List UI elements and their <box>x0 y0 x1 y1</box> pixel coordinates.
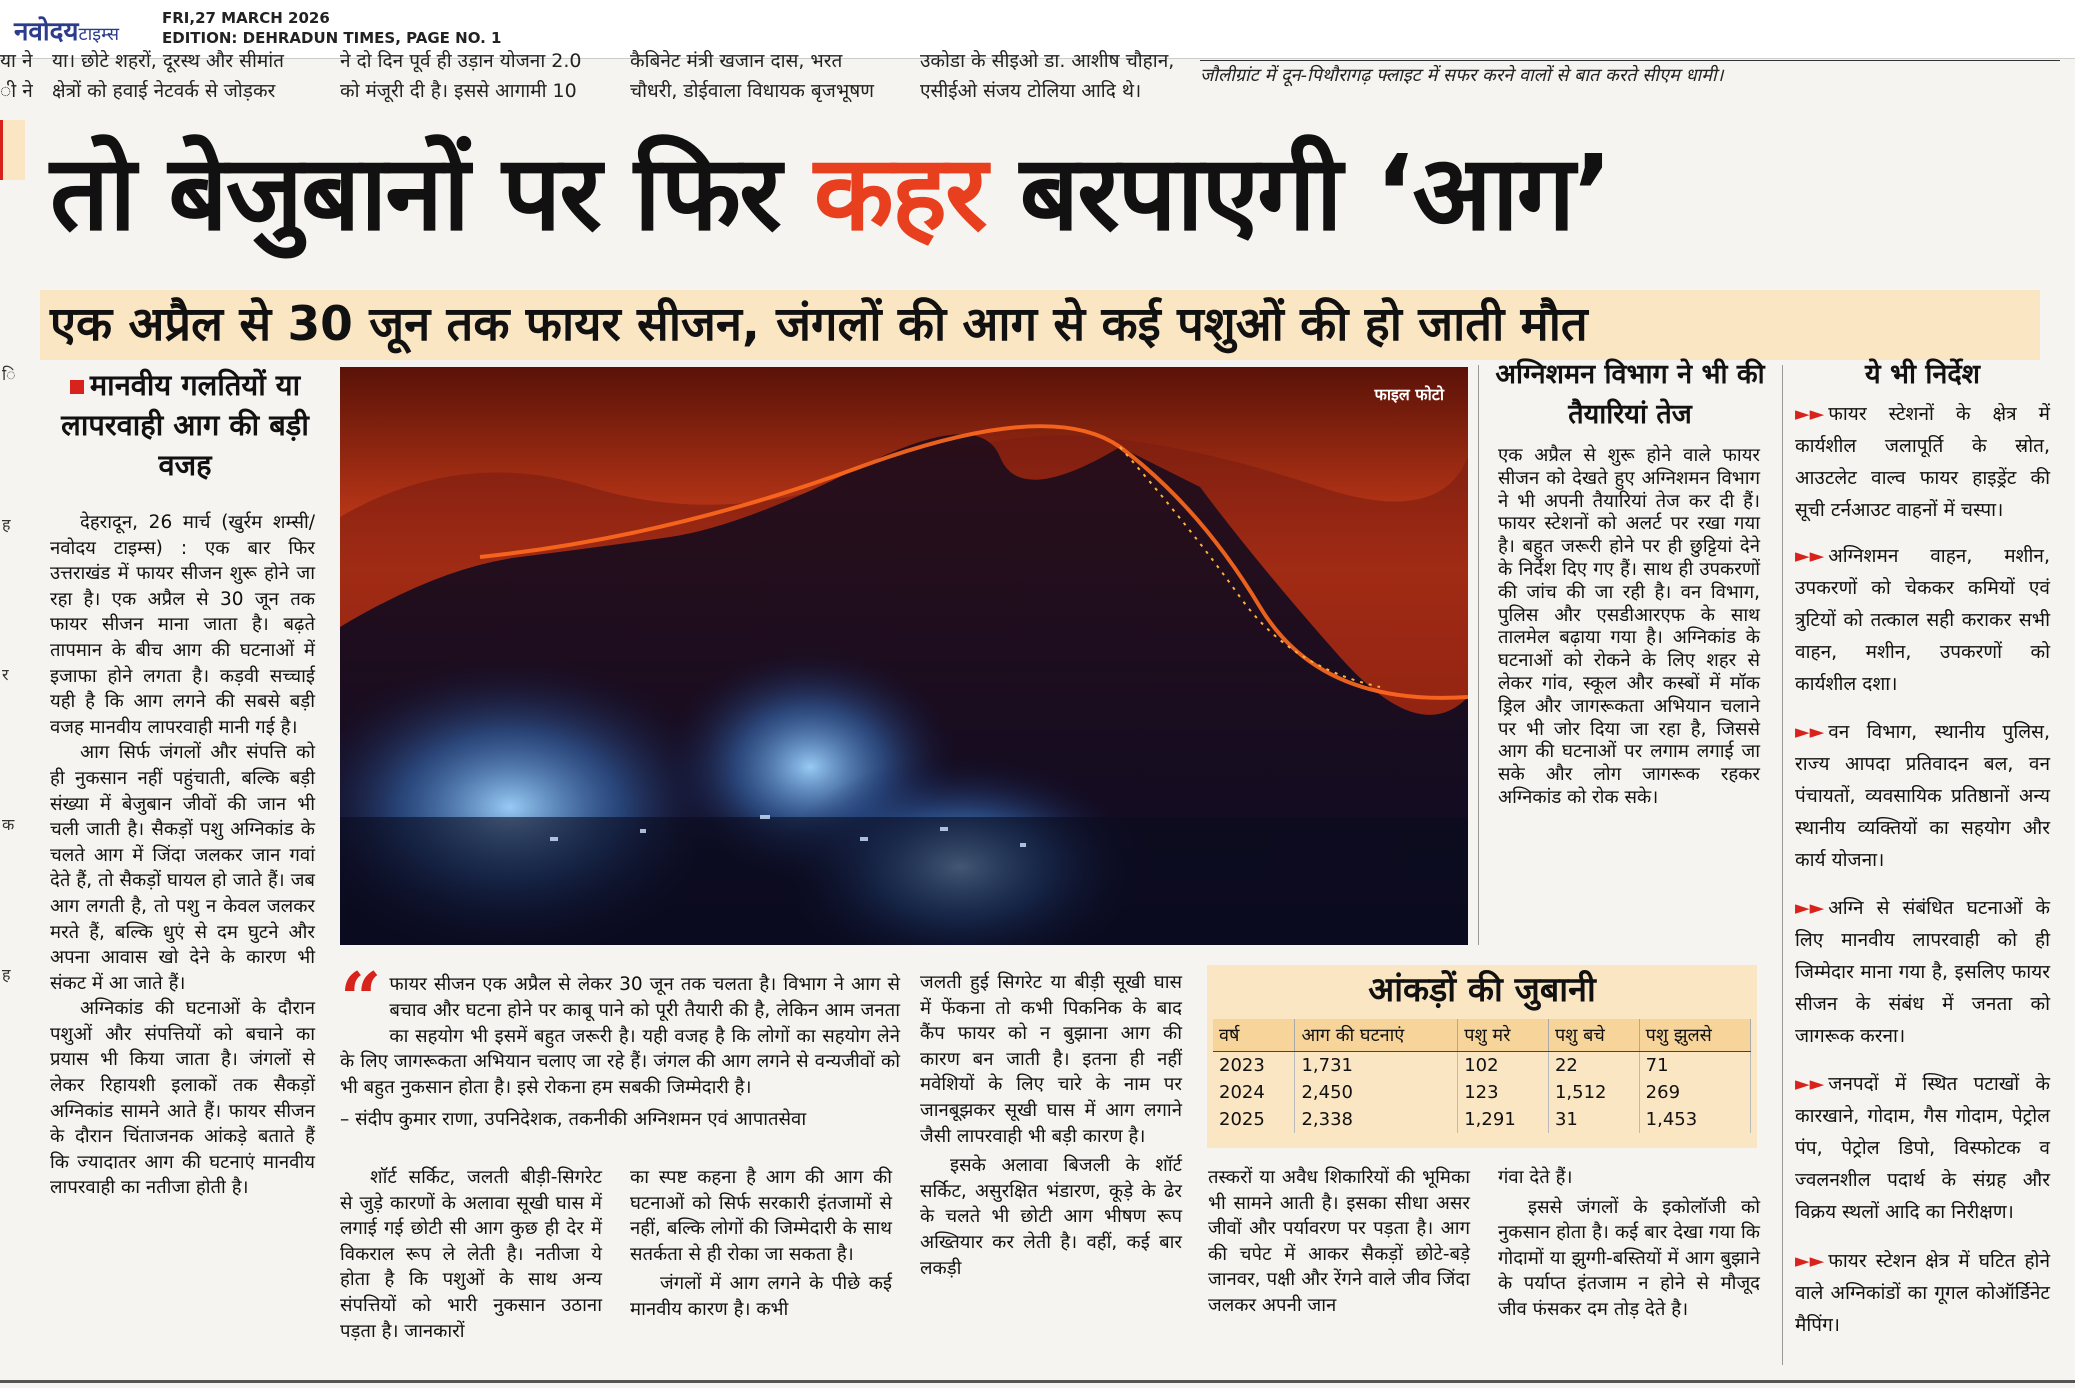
headline-red-word: कहर <box>813 132 986 254</box>
left-column-body <box>50 510 315 1201</box>
directive-item-2: ►► अग्निशमन वाहन, मशीन, उपकरणों को चेककर कमियों एवं त्रुटियों को तत्काल सही कराकर सभी वाहन, मशीन, उपकरणों को कार्यशील दशा। <box>1795 545 2050 695</box>
left-para-2: आग सिर्फ जंगलों और संपत्ति को ही नुकसान नहीं पहुंचाती, बल्कि बड़ी संख्या में बेजुबान जीवों की जान भी चली जाती है। सैकड़ों पशु अग्निकांड के चलते आग में जिंदा जलकर जान गवां देते हैं, तो सैकड़ों घायल हो जाते हैं। जब आग लगती है, तो पशु न केवल जलकर मरते हैं, बल्कि धुएं से दम घुटने और अपना आवास खो देने के कारण भी संकट में आ जाते हैं। <box>50 742 315 994</box>
mid-col-3: जलती हुई सिगरेट या बीड़ी सूखी घास में फेंकना तो कभी पिकनिक के बाद कैंप फायर को न बुझाना आग की कारण बन जाती है। इतना ही नहीं मवेशियों के लिए चारे के नाम पर जानबूझकर सूखी घास में आग लगाने जैसी लापरवाही भी बड़ी कारण है। इसके अलावा बिजली के शॉर्ट सर्किट, असुरक्षित भंडारण, कूड़े के ढेर के चलते भी छोटी आग भीषण रूप अख्तियार कर लेती है। वहीं, कई बार लकड़ी <box>920 972 1182 1279</box>
left-para-1: देहरादून, 26 मार्च (खुर्रम शम्सी/नवोदय टाइम्स) : एक बार फिर उत्तराखंड में फायर सीजन शुरू होने जा रहा है। एक अप्रैल से 30 जून तक फायर सीजन माना जाता है। बढ़ते तापमान के बीच आग की घटनाओं में इजाफा होने लगता है। कड़वी सच्चाई यही है कि आग लगने की सबसे बड़ी वजह मानवीय लापरवाही मानी गई है। <box>50 512 315 738</box>
table-row: 2023 1,731 102 22 71 <box>1213 1052 1751 1080</box>
mid-col-2: का स्पष्ट कहना है आग की आग की घटनाओं को सिर्फ सरकारी इंतजामों से नहीं, बल्कि लोगों की जिम्मेदारी के साथ सतर्कता से ही रोका जा सकता है। जंगलों में आग लगने के पीछे कई मानवीय कारण है। कभी <box>630 1167 892 1320</box>
column-header: पशु बचे <box>1548 1019 1639 1052</box>
double-arrow-icon: ►► <box>1795 1250 1825 1272</box>
page-bottom-rule <box>0 1380 2075 1383</box>
column-divider <box>1782 365 1783 1365</box>
edition-info <box>162 8 502 48</box>
forest-fire-image <box>340 367 1468 945</box>
left-edge-fragments: ि ह र क ह <box>2 365 16 984</box>
statistics-box <box>1207 965 1757 1148</box>
table-row: 2024 2,450 123 1,512 269 <box>1213 1079 1751 1106</box>
table-row: 2025 2,338 1,291 31 1,453 <box>1213 1106 1751 1133</box>
edition-name: EDITION: DEHRADUN TIMES, PAGE NO. 1 <box>162 29 502 47</box>
column-header: आग की घटनाएं <box>1295 1019 1458 1052</box>
strip-col-3: कैबिनेट मंत्री खजान दास, भरत चौधरी, डोईवाला विधायक बृजभूषण <box>630 50 874 102</box>
directives-heading: ये भी निर्देश <box>1864 359 1981 390</box>
main-headline: तो बेजुबानों पर फिर कहर बरपाएगी ‘आग’ <box>50 132 1611 254</box>
mid-col-4: तस्करों या अवैध शिकारियों की भूमिका भी सामने आती है। इसका सीधा असर जीवों और पर्यावरण पर पड़ता है। आग की चपेट में आकर सैकड़ों छोटे-बड़े जानवर, पक्षी और रेंगने वाले जीव जिंदा जलकर अपनी जान <box>1208 1167 1470 1316</box>
directive-item-6: ►► फायर स्टेशन क्षेत्र में घटित होने वाले अग्निकांडों का गूगल कोऑर्डिनेट मैपिंग। <box>1795 1250 2050 1336</box>
left-edge-tab <box>0 120 25 180</box>
double-arrow-icon: ►► <box>1795 721 1825 743</box>
left-column-heading: मानवीय गलतियों या लापरवाही आग की बड़ी वजह <box>61 368 309 482</box>
strip-col-1: या। छोटे शहरों, दूरस्थ और सीमांत क्षेत्रों को हवाई नेटवर्क से जोड़कर <box>52 50 284 102</box>
table-header-row <box>1213 1019 1751 1052</box>
directive-item-3: ►► वन विभाग, स्थानीय पुलिस, राज्य आपदा प्रतिवादन बल, वन पंचायतों, व्यवसायिक प्रतिष्ठानों अन्य स्थानीय व्यक्तियों का सहयोग और कार्य योजना। <box>1795 721 2050 871</box>
directive-item-4: ►► अग्नि से संबंधित घटनाओं के लिए मानवीय लापरवाही को ही जिम्मेदार माना गया है, इसलिए फायर सीजन के संबंध में जनता को जागरूक करना। <box>1795 897 2050 1047</box>
statistics-table <box>1213 1019 1751 1133</box>
newspaper-logo: नवोदयटाइम्स <box>14 17 120 47</box>
edition-date: FRI,27 MARCH 2026 <box>162 9 330 27</box>
strip-col-2: ने दो दिन पूर्व ही उड़ान योजना 2.0 को मंजूरी दी है। इससे आगामी 10 <box>340 50 582 102</box>
top-photo-caption: जौलीग्रांट में दून-पिथौरागढ़ फ्लाइट में सफर करने वालों से बात करते सीएम धामी। <box>1200 60 2060 87</box>
double-arrow-icon: ►► <box>1795 403 1825 425</box>
mid-col-5: गंवा देते हैं। इससे जंगलों के इकोलॉजी को नुकसान होता है। कई बार देखा गया कि गोदामों या झुग्गी-बस्तियों में आग बुझाने के पर्याप्त इंतजाम न होने से मौजूद जीव फंसकर दम तोड़ देते है। <box>1498 1167 1760 1320</box>
sub-headline: एक अप्रैल से 30 जून तक फायर सीजन, जंगलों की आग से कई पशुओं की हो जाती मौत <box>40 290 2040 360</box>
quote-mark-icon: “ <box>340 956 382 1041</box>
official-quote: “ फायर सीजन एक अप्रैल से लेकर 30 जून तक चलता है। विभाग ने आग से बचाव और घटना होने पर काबू पाने को पूरी तैयारी की है, लेकिन आम जनता का सहयोग भी इसमें बहुत जरूरी है। यही वजह है कि लोगों का सहयोग लेने के लिए जागरूकता अभियान चलाए जा रहे हैं। जंगल की आग लगने से वन्यजीवों को भी बहुत नुकसान होता है। इसे रोकना हम सबकी जिम्मेदारी है। – संदीप कुमार राणा, उपनिदेशक, तकनीकी अग्निशमन एवं आपातसेवा <box>340 972 900 1133</box>
left-para-3: अग्निकांड की घटनाओं के दौरान पशुओं और संपत्तियों को बचाने का प्रयास भी किया जाता है। जंगलों से लेकर रिहायशी इलाकों तक सैकड़ों अग्निकांड सामने आते हैं। फायर सीजन के दौरान चिंताजनक आंकड़े बताते हैं कि ज्यादातर आग की घटनाएं मानवीय लापरवाही का नतीजा होती है। <box>50 998 315 1199</box>
photo-credit: फाइल फोटो <box>1374 385 1444 404</box>
column-header: पशु मरे <box>1458 1019 1549 1052</box>
double-arrow-icon: ►► <box>1795 1073 1825 1095</box>
quote-author: – संदीप कुमार राणा, उपनिदेशक, तकनीकी अग्निशमन एवं आपातसेवा <box>340 1108 807 1130</box>
red-square-icon <box>70 380 84 394</box>
column-divider <box>1478 365 1479 945</box>
double-arrow-icon: ►► <box>1795 897 1825 919</box>
double-arrow-icon: ►► <box>1795 545 1825 567</box>
forest-fire-photo <box>340 367 1468 945</box>
fire-dept-body: एक अप्रैल से शुरू होने वाले फायर सीजन को देखते हुए अग्निशमन विभाग ने भी अपनी तैयारियां तेज कर दी हैं। फायर स्टेशनों को अलर्ट पर रखा गया है। बहुत जरूरी होने पर ही छुट्टियां देने के निर्देश दिए गए हैं। साथ ही उपकरणों की जांच की जा रही है। वन विभाग, पुलिस और एसडीआरएफ के साथ तालमेल बढ़ाया गया है। अग्निकांड के घटनाओं को रोकने के लिए शहर से लेकर गांव, स्कूल और कस्बों में मॉक ड्रिल और जागरूकता अभियान चलाने पर भी जोर दिया जा रहा है, जिससे आग की घटनाओं पर लगाम लगाई जा सके और लोग जागरूक रहकर अग्निकांड को रोक सके। <box>1498 445 1760 808</box>
directive-item-5: ►► जनपदों में स्थित पटाखों के कारखाने, गोदाम, गैस गोदाम, पेट्रोल पंप, पेट्रोल डिपो, विस्फोटक व ज्वलनशील पदार्थ के संग्रह और विक्रय स्थलों आदि का निरीक्षण। <box>1795 1073 2050 1223</box>
mid-col-1: शॉर्ट सर्किट, जलती बीड़ी-सिगरेट से जुड़े कारणों के अलावा सूखी घास में लगाई गई छोटी सी आग कुछ ही देर में विकराल रूप ले लेती है। नतीजा ये होता है कि पशुओं के साथ अन्य संपत्तियों को भारी नुकसान उठाना पड़ता है। जानकारों <box>340 1167 602 1342</box>
statistics-title: आंकड़ों की जुबानी <box>1368 970 1596 1010</box>
strip-col-4: उकोडा के सीइओ डा. आशीष चौहान, एसीईओ संजय टोलिया आदि थे। <box>920 50 1175 102</box>
column-header: वर्ष <box>1213 1019 1295 1052</box>
fire-dept-heading: अग्निशमन विभाग ने भी की तैयारियां तेज <box>1495 359 1765 430</box>
column-header: पशु झुलसे <box>1639 1019 1750 1052</box>
directive-item-1: ►► फायर स्टेशनों के क्षेत्र में कार्यशील जलापूर्ति के स्रोत, आउटलेट वाल्व फायर हाइड्रेंट की सूची टर्नआउट वाहनों में चस्पा। <box>1795 403 2050 521</box>
strip-col-0: या ने ी ने <box>0 50 33 102</box>
